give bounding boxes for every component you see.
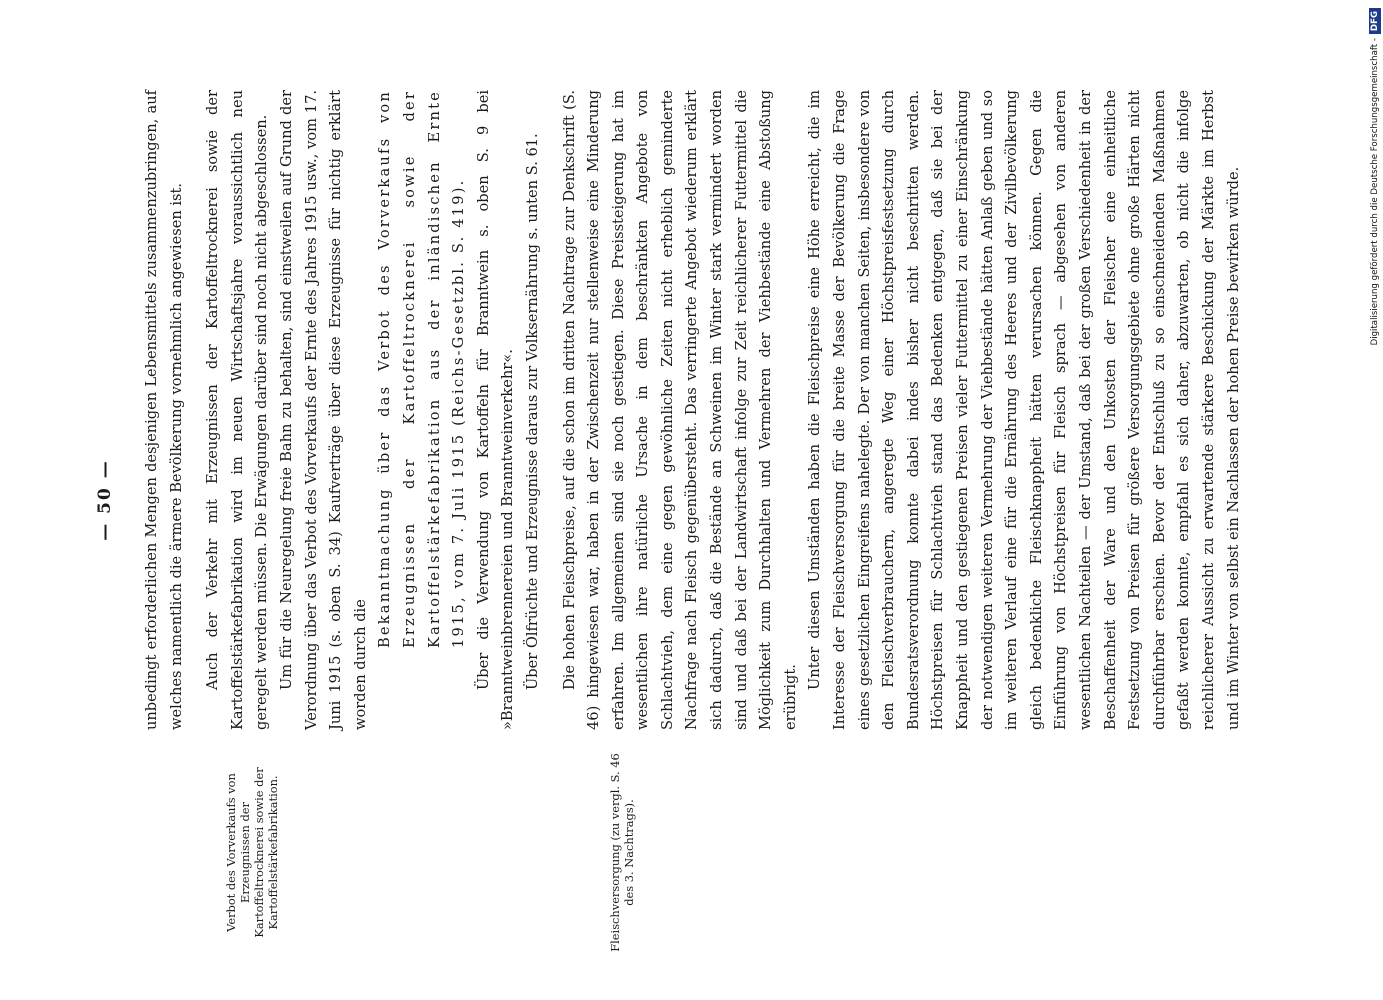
digitization-credit <box>1368 8 1382 992</box>
body-text <box>140 90 1246 730</box>
paragraph: Die hohen Fleischpreise, auf die schon im dritten Nachtrage zur Denkschrift (S. 46) hingewiesen war, haben in der Zwischenzeit nur stellenweise eine Minderung erfahren. Im allgemeinen sind sie noch gestiegen. Diese Preissteigerung hat im wesentlichen ihre natürliche Ursache in dem beschränkten Angebote von Schlachtvieh, dem eine gegen gewöhnliche Zeiten nicht erheblich geminderte Nachfrage nach Fleisch gegenübersteht. Das verringerte Angebot wiederum erklärt sich dadurch, daß die Bestände an Schweinen im Winter stark vermindert worden sind und daß bei der Landwirtschaft infolge zur Zeit reichlicherer Futtermittel die Möglichkeit zum Durchhalten und Vermehren der Viehbestände eine Abstoßung erübrigt. <box>560 90 799 730</box>
dfg-logo: DFG <box>1369 8 1381 34</box>
paragraph: Über die Verwendung von Kartoffeln für Branntwein s. oben S. 9 bei »Branntweinbrennereien und Branntweinverkehr«. <box>474 90 517 730</box>
paragraph: Unter diesen Umständen haben die Fleischpreise eine Höhe erreicht, die im Interesse der Fleischversorgung für die breite Masse der Bevölkerung die Frage eines gesetzlichen Eingreifens nahelegte. Der von manchen Seiten, insbesondere von den Fleischverbrauchern, angeregte Weg einer Höchstpreisfestsetzung durch Bundesratsverordnung konnte dabei indes bisher nicht beschritten werden. Höchstpreisen für Schlachtvieh stand das Bedenken entgegen, daß sie bei der Knappheit und den gestiegenen Preisen vieler Futtermittel zu einer Einschränkung der notwendigen weiteren Vermehrung der Viehbestände hätten Anlaß geben und so im weiteren Verlauf eine für die Ernährung des Heeres und der Zivilbevölkerung gleich bedenkliche Fleischknappheit hätten verursachen können. Gegen die Einführung von Höchstpreisen für Fleisch sprach — abgesehen von anderen wesentlichen Nachteilen — der Umstand, daß bei der großen Verschiedenheit in der Beschaffenheit der Ware und den Unkosten der Fleischer eine einheitliche Festsetzung von Preisen für größere Versorgungsgebiete ohne große Härten nicht durchführbar erschien. Bevor der Entschluß zu so einschneidenden Maßnahmen gefaßt werden konnte, empfahl es sich daher, abzuwarten, ob nicht die infolge reichlicherer Aussicht zu erwartende stärkere Beschickung der Märkte im Herbst und im Winter von selbst ein Nachlassen der hohen Preise bewirken würde. <box>806 90 1242 730</box>
paragraph: Über Ölfrüchte und Erzeugnisse daraus zur Volksernährung s. unten S. 61. <box>523 133 541 690</box>
paragraph: Um für die Neuregelung freie Bahn zu behalten, sind einstweilen auf Grund der Verordnung über das Verbot des Vorverkaufs der Ernte des Jahres 1915 usw., vom 17. Juni 1915 (s. oben S. 34) Kaufverträge über diese Erzeugnisse für nichtig erklärt worden durch die <box>277 90 369 730</box>
margin-note-meat-supply: Fleischversorgung (zu vergl. S. 46 des 3. Nachtrags). <box>608 753 636 952</box>
regulation-citation: Bekanntmachung über das Verbot des Vorverkaufs von Erzeugnissen der Kartoffeltrocknerei sowie der Kartoffelstärkefabrikation aus der inländischen Ernte 1915, vom 7. Juli 1915 (Reichs-Gesetzbl. S. 419). <box>376 90 468 648</box>
margin-note-potato-products: Verbot des Vorverkaufs von Erzeugnissen der Kartoffeltrocknerei sowie der Kartoffelstärkefabrikation. <box>224 767 280 938</box>
paragraph: unbedingt erforderlichen Mengen desjenigen Lebensmittels zusammenzubringen, auf welches namentlich die ärmere Bevölkerung vornehmlich angewiesen ist. <box>143 90 185 730</box>
paragraph: Auch der Verkehr mit Erzeugnissen der Kartoffeltrocknerei sowie der Kartoffelstärkefabrikation wird im neuen Wirtschaftsjahre voraussichtlich neu geregelt werden müssen. Die Erwägungen darüber sind noch nicht abgeschlossen. <box>204 90 271 730</box>
page-number: — 50 — <box>95 459 115 541</box>
credit-text: Digitalisierung gefördert durch die Deutsche Forschungsgemeinschaft - <box>1370 38 1380 346</box>
